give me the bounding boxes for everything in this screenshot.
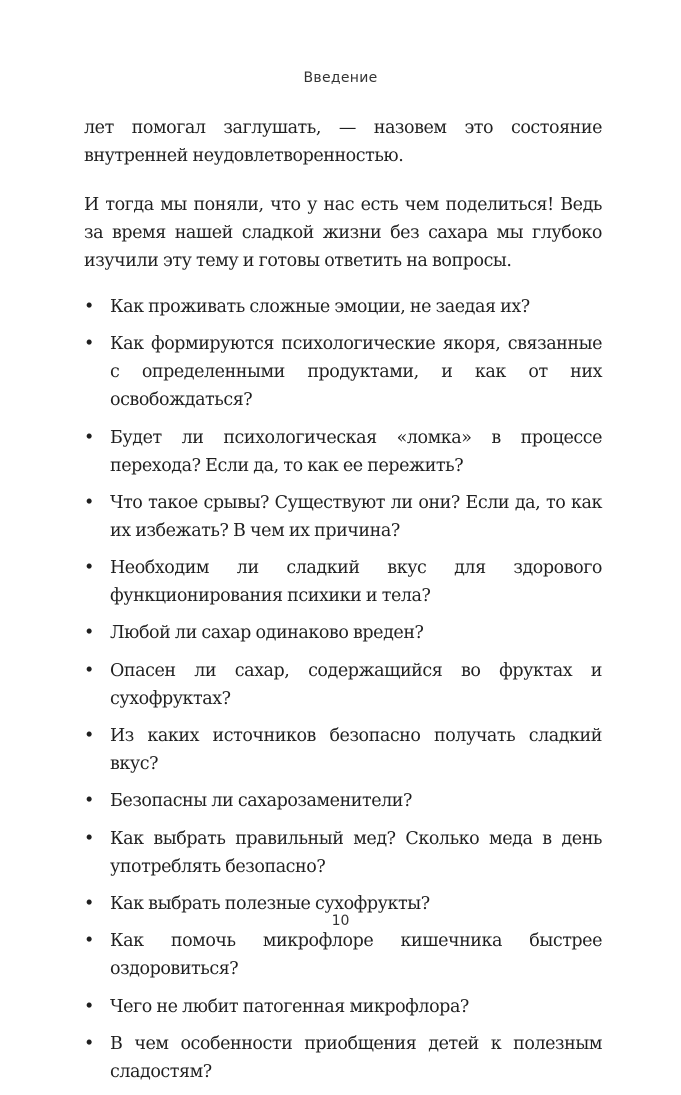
list-item	[84, 787, 602, 815]
list-item	[84, 619, 602, 647]
list-item	[84, 657, 602, 713]
bullet-icon: •	[84, 492, 94, 513]
bullet-icon: •	[84, 828, 94, 849]
list-item-text: Безопасны ли сахарозаменители?	[110, 791, 412, 812]
list-item-text: Как формируются психологические якоря, связанные с определенными продуктами, и как от них освобождаться?	[110, 334, 602, 411]
bullet-icon: •	[84, 427, 94, 448]
list-item-text: Будет ли психологическая «ломка» в процессе перехода? Если да, то как ее пережить?	[110, 427, 602, 476]
list-item-text: В чем особенности приобщения детей к полезным сладостям?	[110, 1033, 602, 1082]
list-item	[84, 927, 602, 983]
bullet-icon: •	[84, 726, 94, 747]
list-item	[84, 330, 602, 414]
page-number: 10	[331, 913, 350, 929]
page-body	[84, 114, 602, 1095]
list-item-text: Как выбрать правильный мед? Сколько меда в день употреблять безопасно?	[110, 828, 602, 877]
list-item	[84, 993, 602, 1021]
list-item-text: Необходим ли сладкий вкус для здорового функционирования психики и тела?	[110, 558, 602, 607]
list-item-text: Что такое срывы? Существуют ли они? Если да, то как их избежать? В чем их причина?	[110, 492, 602, 541]
list-item-text: Любой ли сахар одинаково вреден?	[110, 623, 424, 644]
bullet-icon: •	[84, 334, 94, 355]
list-item	[84, 825, 602, 881]
list-item-text: Как помочь микрофлоре кишечника быстрее оздоровиться?	[110, 931, 602, 980]
list-item-text: Из каких источников безопасно получать сладкий вкус?	[110, 726, 602, 775]
list-item	[84, 1030, 602, 1086]
list-item	[84, 489, 602, 545]
paragraph-intro: И тогда мы поняли, что у нас есть чем поделиться! Ведь за время нашей сладкой жизни без сахара мы глубоко изучили эту тему и готовы ответить на вопросы.	[84, 195, 602, 271]
list-item-text: Как выбрать полезные сухофрукты?	[110, 893, 430, 914]
bullet-icon: •	[84, 297, 94, 317]
bullet-icon: •	[84, 996, 94, 1017]
paragraph-continuation: лет помогал заглушать, — назовем это состояние внутренней неудовлетворенностью.	[84, 118, 602, 166]
list-item-text: Опасен ли сахар, содержащийся во фруктах и сухофруктах?	[110, 660, 602, 709]
list-item-text: Как проживать сложные эмоции, не заедая их?	[110, 297, 530, 317]
list-item-text: Чего не любит патогенная микрофлора?	[110, 996, 469, 1017]
list-item	[84, 722, 602, 778]
list-item	[84, 293, 602, 321]
questions-list	[84, 293, 602, 1086]
bullet-icon: •	[84, 558, 94, 579]
bullet-icon: •	[84, 931, 94, 952]
list-item	[84, 424, 602, 480]
running-head: Введение	[303, 70, 378, 86]
bullet-icon: •	[84, 1033, 94, 1054]
bullet-icon: •	[84, 623, 94, 644]
bullet-icon: •	[84, 893, 94, 914]
bullet-icon: •	[84, 791, 94, 812]
list-item	[84, 554, 602, 610]
bullet-icon: •	[84, 660, 94, 681]
